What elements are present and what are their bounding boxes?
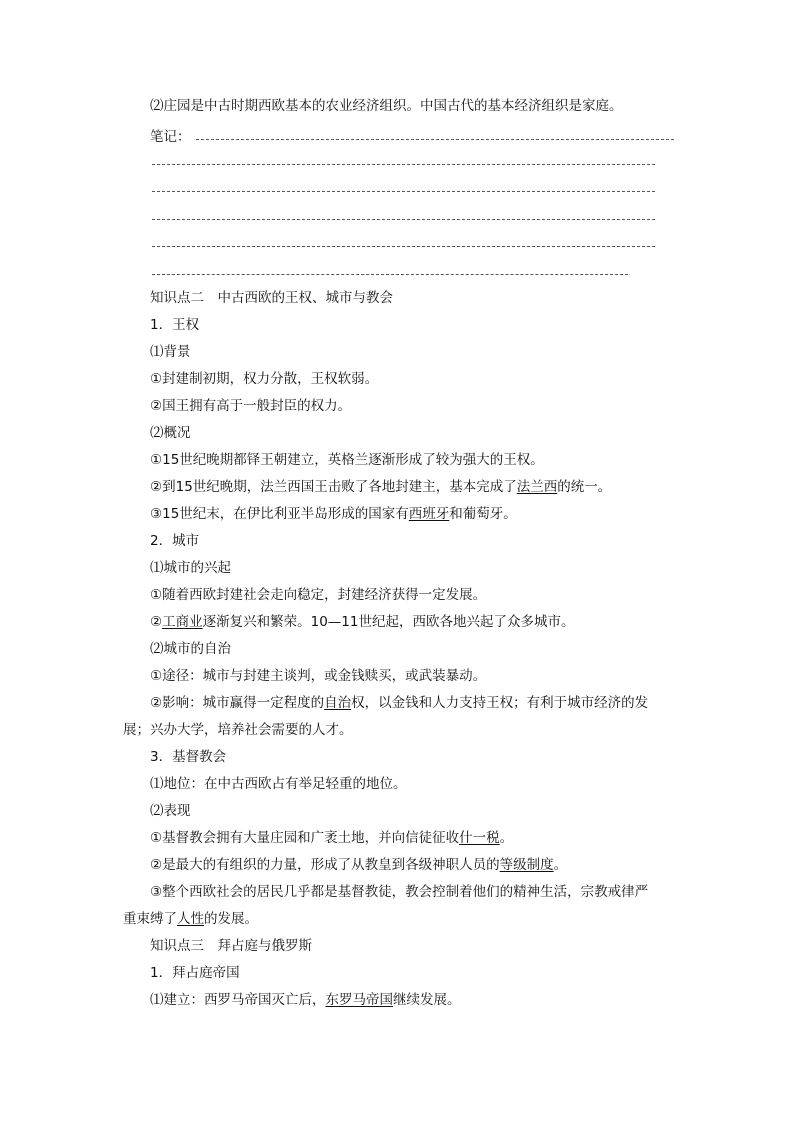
kingship-overview-heading: ⑵概况 <box>150 425 191 441</box>
cities-autonomy-1: ①途径：城市与封建主谈判，或金钱赎买，或武装暴动。 <box>150 668 487 684</box>
text-run: 。 <box>499 830 514 846</box>
notes-line-6 <box>152 274 628 275</box>
cities-rise-2 <box>150 613 574 631</box>
church-performance-3-continued <box>123 910 258 928</box>
text-run: ⑴建立：西罗马帝国灭亡后， <box>150 992 326 1008</box>
underlined-term: 工商业 <box>162 614 203 630</box>
text-run: ②是最大的有组织的力量，形成了从教皇到各级神职人员的 <box>150 857 500 873</box>
notes-line-5 <box>152 246 655 247</box>
kingship-overview-2 <box>150 478 611 496</box>
notes-line-3 <box>152 191 655 192</box>
cities-rise-heading: ⑴城市的兴起 <box>150 560 231 576</box>
underlined-term: 等级制度 <box>499 857 554 873</box>
section3-title: 知识点三 拜占庭与俄罗斯 <box>150 938 312 954</box>
church-performance-3: ③整个西欧社会的居民几乎都是基督教徒，教会控制着他们的精神生活，宗教戒律严 <box>150 884 649 900</box>
kingship-overview-1: ①15世纪晚期都铎王朝建立，英格兰逐渐形成了较为强大的王权。 <box>150 452 544 468</box>
paragraph-manor: ⑵庄园是中古时期西欧基本的农业经济组织。中国古代的基本经济组织是家庭。 <box>150 98 623 114</box>
byzantine-heading: 1．拜占庭帝国 <box>150 965 240 981</box>
cities-autonomy-2 <box>150 694 648 712</box>
underlined-term: 西班牙 <box>408 506 450 522</box>
text-run: ② <box>150 614 163 630</box>
kingship-overview-3 <box>150 505 517 523</box>
text-run: 权，以金钱和人力支持王权；有利于城市经济的发 <box>351 695 649 711</box>
text-run: 。 <box>553 857 568 873</box>
notes-line-1 <box>196 139 674 140</box>
text-run: 继续发展。 <box>393 992 461 1008</box>
underlined-term: 东罗马帝国 <box>325 992 393 1008</box>
kingship-background-2: ②国王拥有高于一般封臣的权力。 <box>150 398 352 414</box>
kingship-heading: 1．王权 <box>150 317 200 333</box>
church-performance-heading: ⑵表现 <box>150 803 191 819</box>
church-performance-1 <box>150 829 513 847</box>
church-status: ⑴地位：在中古西欧占有举足轻重的地位。 <box>150 776 407 792</box>
underlined-term: 法兰西 <box>516 479 558 495</box>
kingship-background-heading: ⑴背景 <box>150 344 191 360</box>
text-run: ②到15世纪晚期，法兰西国王击败了各地封建主，基本完成了 <box>150 479 517 495</box>
text-run: 和葡萄牙。 <box>449 506 517 522</box>
cities-heading: 2．城市 <box>150 533 200 549</box>
cities-autonomy-2-continued: 展；兴办大学，培养社会需要的人才。 <box>123 722 353 738</box>
cities-autonomy-heading: ⑵城市的自治 <box>150 641 231 657</box>
underlined-term: 自治 <box>324 695 352 711</box>
underlined-term: 什一税 <box>459 830 500 846</box>
text-run: ③15世纪末，在伊比利亚半岛形成的国家有 <box>150 506 409 522</box>
notes-line-4 <box>152 219 655 220</box>
section2-title: 知识点二 中古西欧的王权、城市与教会 <box>150 290 393 306</box>
church-heading: 3．基督教会 <box>150 749 227 765</box>
text-run: 逐渐复兴和繁荣。10—11世纪起，西欧各地兴起了众多城市。 <box>202 614 575 630</box>
church-performance-2 <box>150 856 567 874</box>
text-run: 的发展。 <box>204 911 258 927</box>
text-run: 重束缚了 <box>123 911 177 927</box>
notes-label: 笔记： <box>150 129 191 145</box>
kingship-background-1: ①封建制初期，权力分散，王权软弱。 <box>150 371 379 387</box>
cities-rise-1: ①随着西欧封建社会走向稳定，封建经济获得一定发展。 <box>150 587 487 603</box>
text-run: ①基督教会拥有大量庄园和广袤土地，并向信徒征收 <box>150 830 460 846</box>
underlined-term: 人性 <box>177 911 204 927</box>
text-run: 的统一。 <box>557 479 612 495</box>
byzantine-establishment <box>150 991 461 1009</box>
notes-line-2 <box>152 164 655 165</box>
text-run: ②影响：城市赢得一定程度的 <box>150 695 325 711</box>
